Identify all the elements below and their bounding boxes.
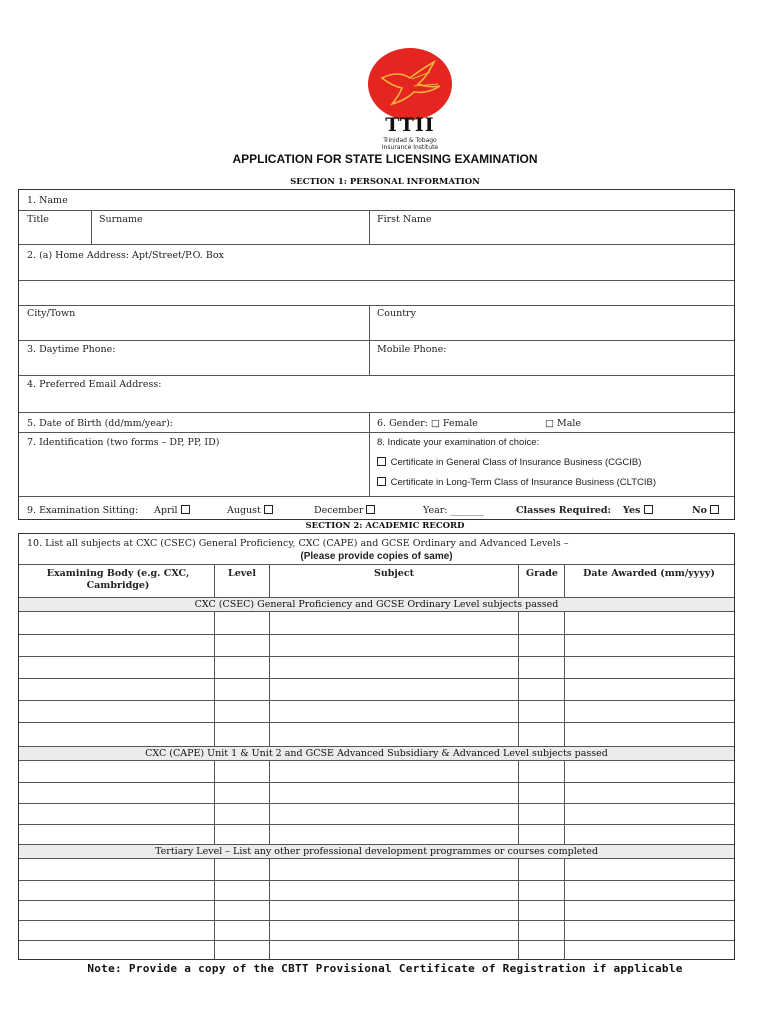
logo-line-2: Insurance Institute — [381, 144, 439, 151]
identification-label: 7. Identification (two forms – DP, PP, ID) — [27, 437, 220, 448]
section1-table — [18, 189, 735, 520]
col-examining-body: Examining Body (e.g. CXC, Cambridge) — [46, 568, 190, 591]
logo-line-1: Trinidad & Tobago — [383, 137, 437, 144]
country-label: Country — [377, 308, 416, 319]
section2-heading: SECTION 2: ACADEMIC RECORD — [305, 521, 465, 531]
no-label: No — [692, 505, 708, 516]
checkbox-icon[interactable] — [644, 505, 653, 514]
hummingbird-emblem — [368, 48, 452, 120]
first-name-label: First Name — [377, 214, 432, 225]
band-csec: CXC (CSEC) General Proficiency and GCSE Ordinary Level subjects passed — [19, 597, 734, 612]
december-option[interactable] — [314, 505, 377, 516]
city-label: City/Town — [27, 308, 76, 319]
section1-heading: SECTION 1: PERSONAL INFORMATION — [290, 177, 480, 187]
registration-note: Note: Provide a copy of the CBTT Provisional Certificate of Registration if applicable — [87, 962, 683, 975]
checkbox-icon[interactable] — [377, 457, 386, 466]
daytime-phone-label: 3. Daytime Phone: — [27, 344, 116, 355]
cgcib-option[interactable] — [377, 457, 641, 468]
section2-table — [18, 533, 735, 960]
year-field[interactable]: Year: _______ — [423, 505, 484, 516]
april-option[interactable] — [154, 505, 192, 516]
col-level: Level — [228, 568, 256, 579]
surname-label: Surname — [99, 214, 143, 225]
ttii-logo — [358, 44, 462, 152]
name-label: 1. Name — [27, 195, 68, 206]
exam-choice-label: 8. Indicate your examination of choice: — [377, 437, 540, 448]
april-label: April — [154, 505, 178, 516]
august-label: August — [227, 505, 261, 516]
sitting-label: 9. Examination Sitting: — [27, 505, 139, 516]
checkbox-icon[interactable] — [377, 477, 386, 486]
yes-label: Yes — [623, 505, 641, 516]
form-title: APPLICATION FOR STATE LICENSING EXAMINATION — [232, 152, 538, 166]
title-label: Title — [27, 214, 49, 225]
email-label: 4. Preferred Email Address: — [27, 379, 162, 390]
checkbox-icon[interactable] — [710, 505, 719, 514]
no-option[interactable] — [692, 505, 721, 516]
band-tertiary: Tertiary Level – List any other professional development programmes or courses completed — [19, 844, 734, 859]
checkbox-icon[interactable] — [181, 505, 190, 514]
copies-note: (Please provide copies of same) — [300, 551, 453, 562]
gender-female-option[interactable]: 6. Gender: □ Female — [377, 418, 478, 429]
cgcib-label: Certificate in General Class of Insurance Business (CGCIB) — [390, 457, 642, 468]
col-grade: Grade — [526, 568, 558, 579]
band-cape: CXC (CAPE) Unit 1 & Unit 2 and GCSE Advanced Subsidiary & Advanced Level subjects passed — [19, 746, 734, 761]
dob-label: 5. Date of Birth (dd/mm/year): — [27, 418, 173, 429]
checkbox-icon[interactable] — [366, 505, 375, 514]
checkbox-icon[interactable] — [264, 505, 273, 514]
logo-abbreviation: TTII — [385, 114, 435, 136]
december-label: December — [314, 505, 364, 516]
gender-male-option[interactable]: □ Male — [545, 418, 582, 429]
col-date-awarded: Date Awarded (mm/yyyy) — [583, 568, 715, 579]
home-address-label: 2. (a) Home Address: Apt/Street/P.O. Box — [27, 250, 224, 261]
mobile-phone-label: Mobile Phone: — [377, 344, 447, 355]
col-subject: Subject — [373, 568, 415, 579]
academic-instruction: 10. List all subjects at CXC (CSEC) General Proficiency, CXC (CAPE) and GCSE Ordinary and Advanced Levels – — [27, 538, 569, 549]
august-option[interactable] — [227, 505, 275, 516]
yes-option[interactable] — [623, 505, 655, 516]
classes-required-label: Classes Required: — [516, 505, 612, 516]
cltcib-label: Certificate in Long-Term Class of Insurance Business (CLTCIB) — [390, 477, 657, 488]
cltcib-option[interactable] — [377, 477, 656, 488]
